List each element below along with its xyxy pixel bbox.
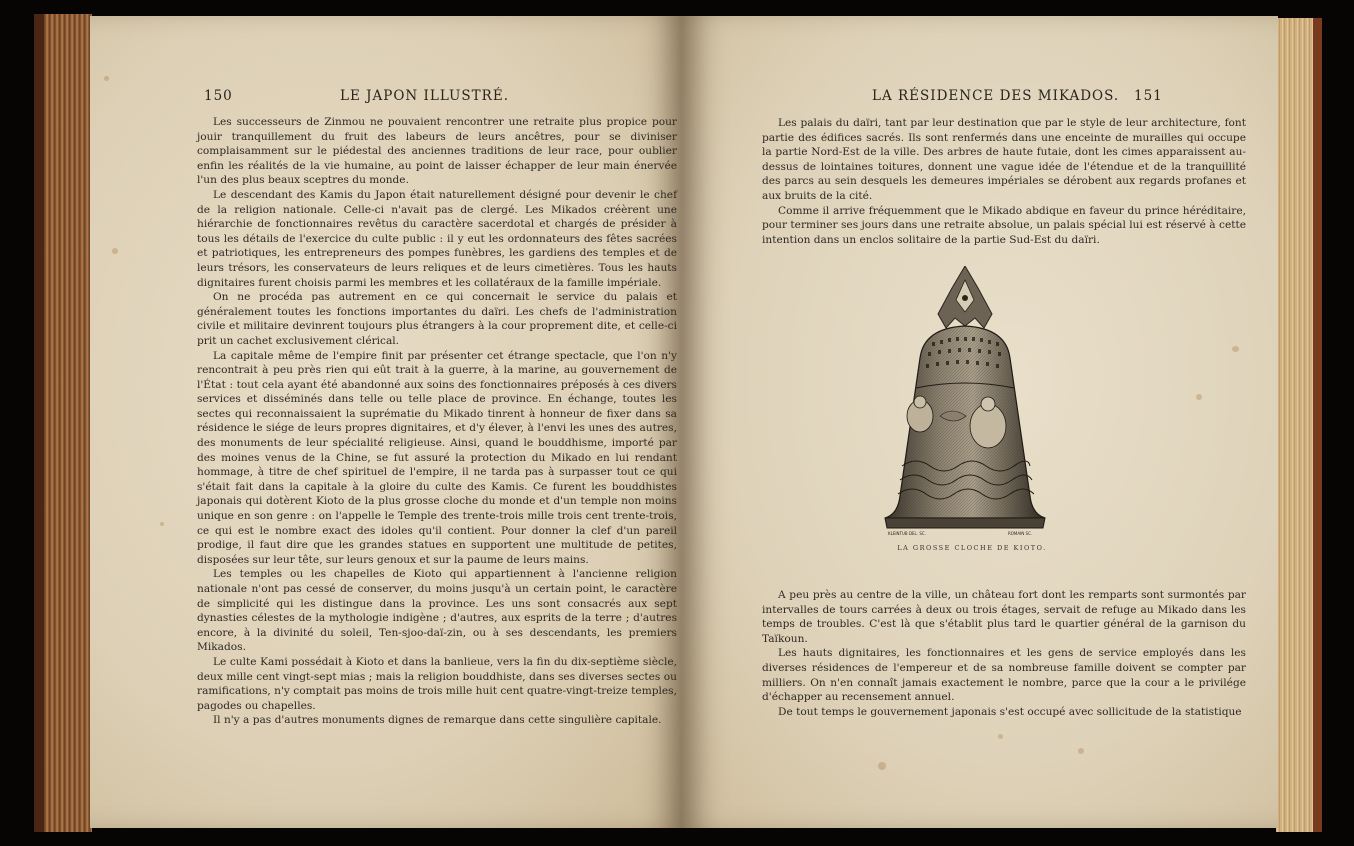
paragraph: De tout temps le gouvernement japonais s'est occupé avec sollicitude de la statistique xyxy=(778,705,1242,718)
right-page xyxy=(682,16,1278,828)
body-text xyxy=(762,116,1246,247)
bell-illustration xyxy=(880,266,1050,536)
paragraph: Comme il arrive fréquemment que le Mikado abdique en faveur du prince héréditaire, pour terminer ses jours dans une retraite absolue, un palais spécial lui est réservé à cette intention dans un enclos solitaire de la partie Sud-Est du daïri. xyxy=(762,204,1246,246)
right-page-edges xyxy=(1276,18,1322,832)
foxing-spot xyxy=(112,248,118,254)
paragraph: Le descendant des Kamis du Japon était naturellement désigné pour devenir le chef de la religion nationale. Celle-ci n'avait pas de clergé. Les Mikados créèrent une hiérarchie de fonctionnaires revêtus du caractère sacerdotal et chargés de présider à tous les détails de l'exercice du culte public : il y eut les ordonnateurs des fêtes sacrées et patriotiques, les entrepreneurs des pompes funèbres, les gardiens des temples et de leurs trésors, les conservateurs de leurs reliques et de leurs cimetières. Tous les hauts dignitaires furent choisis parmi les membres et les collatéraux de la famille impériale. xyxy=(197,188,677,289)
paragraph: Les temples ou les chapelles de Kioto qui appartiennent à l'ancienne religion nationale n'ont pas cessé de conserver, du moins jusqu'à un certain point, le caractère de simplicité qui les distingue dans la province. Les uns sont consacrés aux sept dynasties célestes de la mythologie indigène ; d'autres, aux esprits de la terre ; d'autres encore, à la divinité du soleil, Ten-sjoo-daï-zin, ou à ses descendants, les premiers Mikados. xyxy=(197,568,677,654)
foxing-spot xyxy=(1078,748,1084,754)
left-page xyxy=(90,16,682,828)
paragraph: A peu près au centre de la ville, un château fort dont les remparts sont surmontés par intervalles de tours carrées à deux ou trois étages, servait de refuge au Mikado dans les temps de troubles. C'est là que s'établit plus tard le quartier général de la garnison du Taïkoun. xyxy=(762,589,1246,645)
foxing-spot xyxy=(1196,394,1202,400)
paragraph: On ne procéda pas autrement en ce qui concernait le service du palais et généralement toutes les fonctions importantes du daïri. Les chefs de l'administration civile et militaire devinrent toujours plus étrangers à la cour proprement dite, et celle-ci prit un cachet exclusivement clérical. xyxy=(197,291,677,347)
foxing-spot xyxy=(878,762,886,770)
left-page-edges xyxy=(34,14,92,832)
body-text xyxy=(762,588,1246,719)
engraver-credit-left: KLEINTUB DEL. SC. xyxy=(888,531,926,536)
foxing-spot xyxy=(160,522,164,526)
paragraph: Il n'y a pas d'autres monuments dignes de remarque dans cette singulière capitale. xyxy=(213,714,662,727)
foxing-spot xyxy=(998,734,1003,739)
foxing-spot xyxy=(104,76,109,81)
body-text xyxy=(197,115,677,728)
paragraph: La capitale même de l'empire finit par présenter cet étrange spectacle, que l'on n'y rencontrait à peu près rien qui eût trait à la guerre, à la marine, au gouvernement de l'État : tout cela ayant été abandonné aux soins des fonctionnaires préposés à ces divers services et disséminés dans telle ou telle place de province. En échange, toutes les sectes qui reconnaissaient la suprématie du Mikado tinrent à honneur de fixer dans sa résidence le siége de leurs propres dignitaires, et d'y élever, à l'envi les unes des autres, des monuments de leur spécialité religieuse. Ainsi, quand le bouddhisme, importé par des moines venus de la Chine, se fut assuré la protection du Mikado en lui rendant hommage, à titre de chef spirituel de l'empire, il ne tarda pas à surpasser tout ce qui s'était fait dans la capitale à la gloire du culte des Kamis. Ce furent les bouddhistes japonais qui dotèrent Kioto de la plus grosse cloche du monde et d'un temple non moins unique en son genre : on l'appelle le Temple des trente-trois mille trois cent trente-trois, ce qui est le nombre exact des idoles qu'il contient. Pour donner la clef d'un pareil prodige, il faut dire que les grandes statues en supportent une multitude de petites, disposées sur leur tête, sur leurs genoux et sur la paume de leurs mains. xyxy=(197,349,677,566)
bell-engraving xyxy=(880,266,1050,536)
paragraph: Les successeurs de Zinmou ne pouvaient rencontrer une retraite plus propice pour jouir tranquillement du fruit des labeurs de leurs ancêtres, pour se diviniser complaisamment sur le piédestal des anciennes traditions de leur race, pour oublier enfin les réalités de la vie humaine, au point de laisser échapper de leur main énervée l'un des plus beaux sceptres du monde. xyxy=(197,116,677,187)
paragraph: Le culte Kami possédait à Kioto et dans la banlieue, vers la fin du dix-septième siècle, deux mille cent vingt-sept mias ; mais la religion bouddhiste, dans ses diverses sectes ou ramifications, n'y comptait pas moins de trois mille huit cent quatre-vingt-treize temples, pagodes ou chapelles. xyxy=(197,655,677,712)
figure-caption: LA GROSSE CLOCHE DE KIOTO. xyxy=(897,544,1047,552)
engraver-credit-right: ROMAIN SC. xyxy=(1008,531,1033,536)
page-number: 151 xyxy=(1134,88,1163,104)
running-title: LE JAPON ILLUSTRÉ. xyxy=(340,88,509,104)
running-title: LA RÉSIDENCE DES MIKADOS. xyxy=(872,88,1120,104)
paragraph: Les palais du daïri, tant par leur destination que par le style de leur architecture, font partie des édifices sacrés. Ils sont renfermés dans une enceinte de murailles qui occupe la partie Nord-Est de la ville. Des arbres de haute futaie, dont les cimes apparaissent au-dessus de lointaines toitures, donnent une vague idée de l'étendue et de la tranquillité des parcs au sein desquels les demeures impériales se dérobent aux regards profanes et aux bruits de la cité. xyxy=(762,117,1246,202)
foxing-spot xyxy=(1232,346,1239,352)
paragraph: Les hauts dignitaires, les fonctionnaires et les gens de service employés dans les diverses résidences de l'empereur et de sa nombreuse famille doivent se compter par milliers. On n'en connaît jamais exactement le nombre, parce que la cour a le privilége d'échapper au recensement annuel. xyxy=(762,647,1246,704)
page-number: 150 xyxy=(204,88,233,104)
